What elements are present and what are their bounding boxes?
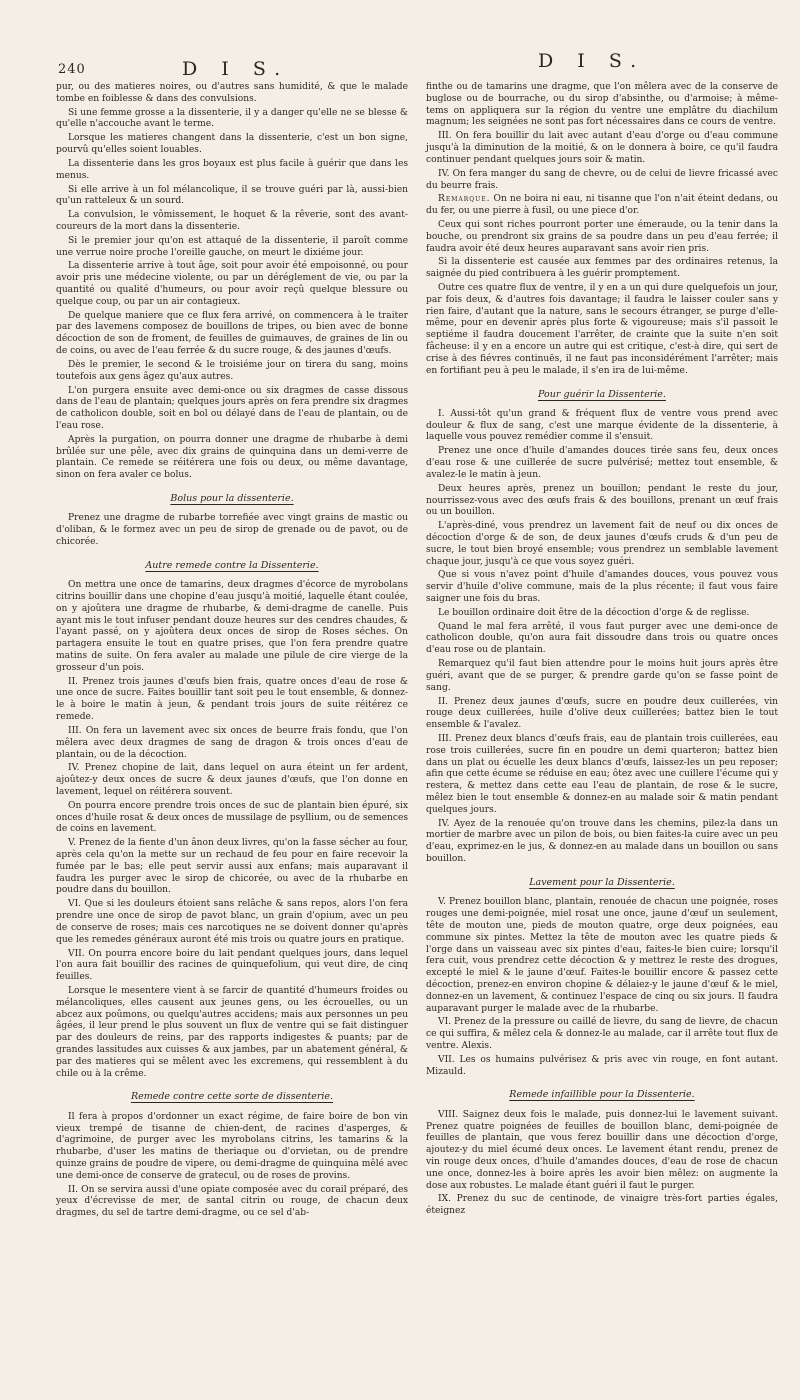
paragraph: V. Prenez bouillon blanc, plantain, renouée de chacun une poignée, roses rouges une demi-poignée, miel rosat une once, jaune d'œuf un seulement, tête de mouton une, pieds de mouton quatre, orge deux poignées, eau commune six pintes. Mettez la tête de mouton avec les quatre pieds & l'orge dans un vaisseau avec six pintes d'eau, faites-le bien cuire; lorsqu'il fera cuit, vous prendrez cette décoction & y mettrez le reste des drogues, excepté le miel & le jaune d'œuf. Faites-le bouillir encore & passez cette décoction, prenez-en environ chopine & délaiez-y le jaune d'œuf & le miel, donnez-en un lavement, & continuez l'espace de cinq ou six jours. Il faudra auparavant purger le malade avec de la rhubarbe. (426, 897, 778, 1014)
paragraph: L'après-diné, vous prendrez un lavement fait de neuf ou dix onces de décoction d'orge & de son, de deux jaunes d'œufs cruds & d'un peu de sucre, le tout bien broyé ensemble; vous prendrez un semblable lavement chaque jour, jusqu'à ce que vous soyez guéri. (426, 521, 778, 567)
paragraph: pur, ou des matieres noires, ou d'autres sans humidité, & que le malade tombe en foiblesse & dans des convulsions. (56, 82, 408, 104)
paragraph (426, 194, 778, 218)
paragraph: Si une femme grosse a la dissenterie, il y a danger qu'elle ne se blesse & qu'elle n'accouche avant le terme. (56, 107, 408, 130)
text-columns (56, 82, 778, 1222)
paragraph: On mettra une once de tamarins, deux dragmes d'écorce de myrobolans citrins bouillir dans une chopine d'eau jusqu'à moitié, laquelle étant coulée, on y ajoûtera une dragme de rhubarbe, & demi-dragme de canelle. Puis ayant mis le tout infuser pendant douze heures sur des cendres chaudes, & l'ayant passé, on y ajoûtera deux onces de sirop de Roses séches. On partagera ensuite le tout en quatre prises, que l'on fera prendre quatre matins de suite. On fera avaler au malade une pilule de cire vierge de la grosseur d'un pois. (56, 580, 408, 673)
paragraph: La dissenterie arrive à tout âge, soit pour avoir été empoisonné, ou pour avoir pris une médecine violente, ou par un déréglement de vie, ou par la quantité ou qualité d'humeurs, ou pour avoir reçû quelque blessure ou quelque coup, ou par un air contagieux. (56, 261, 408, 307)
paragraph: Remarquez qu'il faut bien attendre pour le moins huit jours après être guéri, avant que de se purger, & prendre garde qu'on se fasse point de sang. (426, 659, 778, 693)
paragraph: Après la purgation, on pourra donner une dragme de rhubarbe à demi brûlée sur une pêle, avec dix grains de quinquina dans un demi-verre de plantain. Ce remede se réitérera une fois ou deux, ou même davantage, sinon on fera avaler ce bolus. (56, 434, 408, 481)
paragraph: VII. On pourra encore boire du lait pendant quelques jours, dans lequel l'on aura fait bouillir des racines de quinquefolium, qui veut dire, de cinq feuilles. (56, 948, 408, 983)
paragraph: Outre ces quatre flux de ventre, il y en a un qui dure quelquefois un jour, par fois deux, & d'autres fois davantage; il faudra le laisser couler sans y rien faire, d'autant que la nature, sans le secours étranger, se purge d'elle-même, pour en devenir après plus forte & vigoureuse; mais s'il passoit le septiéme il faudra doucement l'arrêter, de crainte que la suite n'en soit fâcheuse: il y en a encore un autre qui est critique, c'est-à dire, qui sert de crise à des fiévres continuës, il ne faut pas inconsidérément l'arrêter; mais en fortifiant peu à peu le malade, il s'en ira de lui-même. (426, 283, 778, 376)
paragraph: IV. Ayez de la renouée qu'on trouve dans les chemins, pilez-la dans un mortier de marbre avec un pilon de bois, ou bien faites-la cuire avec un peu d'eau, exprimez-en le jus, & donnez-en au malade dans un bouillon ou sans bouillon. (426, 818, 778, 865)
paragraph: Ceux qui sont riches pourront porter une émeraude, ou la tenir dans la bouche, ou prendront six grains de sa poudre dans un peu d'eau ferrée; il faudra avoir été deux heures auparavant sans avoir rien pris. (426, 219, 778, 254)
paragraph: I. Aussi-tôt qu'un grand & fréquent flux de ventre vous prend avec douleur & flux de sang, c'est une marque évidente de la dissenterie, à laquelle vous pouvez remédier comme il s'ensuit. (426, 408, 778, 443)
section-heading: Remede infaillible pour la Dissenterie. (509, 1089, 695, 1101)
paragraph: Si le premier jour qu'on est attaqué de la dissenterie, il paroît comme une verrue noire proche l'oreille gauche, on meurt le dixiéme jour. (56, 235, 408, 258)
paragraph: De quelque maniere que ce flux fera arrivé, on commencera à le traiter par des lavemens composez de bouillons de tripes, ou bien avec de bonne décoction de son de froment, de feuilles de guimauves, de graines de lin ou de coins, ou avec de l'eau ferrée & du sucre rouge, & des jaunes d'œufs. (56, 310, 408, 357)
paragraph: Le bouillon ordinaire doit être de la décoction d'orge & de reglisse. (438, 607, 750, 618)
paragraph: On pourra encore prendre trois onces de suc de plantain bien épuré, six onces d'huile rosat & deux onces de mussilage de psyllium, ou de semences de coins en lavement. (56, 800, 408, 835)
paragraph: VI. Prenez de la pressure ou caillé de lievre, du sang de lievre, de chacun ce qui suffira, & mêlez cela & donnez-le au malade, car il arrête tout flux de ventre. Alexis. (426, 1017, 778, 1051)
paragraph: Dès le premier, le second & le troisiéme jour on tirera du sang, moins toutefois aux gens âgez qu'aux autres. (56, 359, 408, 382)
paragraph: III. On fera un lavement avec six onces de beurre frais fondu, que l'on mêlera avec deux dragmes de sang de dragon & trois onces d'eau de plantain, ou de la décoction. (56, 725, 408, 760)
section-heading: Autre remede contre la Dissenterie. (145, 559, 319, 571)
paragraph: III. Prenez deux blancs d'œufs frais, eau de plantain trois cuillerées, eau rose trois cuillerées, sucre fin en poudre un demi quarteron; battez bien dans un plat ou écuelle les deux blancs d'œufs, laissez-les un peu reposer; afin que cette écume se réduise en eau; ôtez avec une cuillere l'écume qui y restera, & mettez dans cette eau l'eau de plantain, de rose & le sucre, mêlez bien le tout ensemble & donnez-en au malade soir & matin pendant quelques jours. (426, 733, 778, 815)
paragraph: IX. Prenez du suc de centinode, de vinaigre très-fort parties égales, éteignez (426, 1194, 778, 1217)
paragraph: II. Prenez deux jaunes d'œufs, sucre en poudre deux cuillerées, vin rouge deux cuillerées, huile d'olive deux cuillerées; battez bien le tout ensemble & l'avalez. (426, 696, 778, 731)
paragraph: IV. Prenez chopine de lait, dans lequel on aura éteint un fer ardent, ajoûtez-y deux onces de sucre & deux jaunes d'œufs, que l'on donne en lavement, lequel on réitérera souvent. (56, 763, 408, 797)
remarque-lead: Remarque. (438, 194, 491, 205)
section-heading: Lavement pour la Dissenterie. (529, 876, 675, 888)
paragraph: Lorsque les matieres changent dans la dissenterie, c'est un bon signe, pourvû qu'elles soient louables. (56, 133, 408, 156)
running-title-right: D I S. (538, 50, 646, 72)
paragraph: II. On se servira aussi d'une opiate composée avec du corail préparé, des yeux d'écrevisse de mer, de santal citrin ou rouge, de chacun deux dragmes, du sel de tartre demi-dragme, ou ce sel d'ab- (56, 1184, 408, 1219)
paragraph: Si la dissenterie est causée aux femmes par des ordinaires retenus, la saignée du pied contribuera à les guérir promptement. (426, 257, 778, 280)
running-title-left: D I S. (182, 58, 290, 80)
paragraph: Prenez une once d'huile d'amandes douces tirée sans feu, deux onces d'eau rose & une cuillerée de sucre pulvérisé; mettez tout ensemble, & avalez-le le matin à jeun. (426, 446, 778, 480)
paragraph: Il fera à propos d'ordonner un exact régime, de faire boire de bon vin vieux trempé de tisanne de chien-dent, de racines d'asperges, & d'agrimoine, de purger avec les myrobolans citrins, les tamarins & la rhubarbe, d'user les matins de theriaque ou d'orvietan, ou de prendre quinze grains de poudre de vipere, ou demi-dragme de quinquina mêlé avec une demi-once de conserve de gratecul, ou de roses de provins. (56, 1111, 408, 1181)
paragraph: II. Prenez trois jaunes d'œufs bien frais, quatre onces d'eau de rose & une once de sucre. Faites bouillir tant soit peu le tout ensemble, & donnez-le à boire le matin à jeun, & pendant trois jours de suite réitérez ce remede. (56, 676, 408, 723)
paragraph: VII. Les os humains pulvérisez & pris avec vin rouge, en font autant. Mizauld. (426, 1054, 778, 1077)
paragraph: La convulsion, le vômissement, le hoquet & la rêverie, sont des avant-coureurs de la mort dans la dissenterie. (56, 210, 408, 232)
paragraph: VIII. Saignez deux fois le malade, puis donnez-lui le lavement suivant. Prenez quatre poignées de feuilles de bouillon blanc, demi-poignée de feuilles de plantain, que vous ferez bouillir dans une décoction d'orge, ajoutez-y du miel écumé deux onces. Le lavement étant rendu, prenez de vin rouge deux onces, d'huile d'amandes douces, d'eau de rose de chacun une once, donnez-les à boire après les avoir bien mêlez: on augmente la dose aux robustes. Le malade étant guéri il faut le purger. (426, 1109, 778, 1191)
right-column (426, 82, 778, 1222)
page-number: 240 (58, 62, 86, 77)
section-heading: Bolus pour la dissenterie. (170, 493, 294, 504)
section-heading: Pour guérir la Dissenterie. (538, 388, 666, 400)
paragraph: Quand le mal fera arrêté, il vous faut purger avec une demi-once de catholicon double, qu'on aura fait dissoudre dans trois ou quatre onces d'eau rose ou de plantain. (426, 621, 778, 656)
paragraph: L'on purgera ensuite avec demi-once ou six dragmes de casse dissous dans de l'eau de plantain; quelques jours après on fera prendre six dragmes de catholicon double, soit en bol ou délayé dans de l'eau de plantain, ou de l'eau rose. (56, 385, 408, 431)
left-column (56, 82, 408, 1222)
paragraph: La dissenterie dans les gros boyaux est plus facile à guérir que dans les menus. (56, 158, 408, 181)
paragraph: VI. Que si les douleurs étoient sans relâche & sans repos, alors l'on fera prendre une once de sirop de pavot blanc, un grain d'opium, avec un peu de conserve de roses; mais ces narcotiques ne se doivent donner qu'après que les remedes généraux auront été mis trois ou quatre jours en pratique. (56, 899, 408, 945)
paragraph: Si elle arrive à un fol mélancolique, il se trouve guéri par là, aussi-bien qu'un ratteleux & un sourd. (56, 184, 408, 207)
paragraph: V. Prenez de la fiente d'un ânon deux livres, qu'on la fasse sécher au four, après cela qu'on la mette sur un rechaud de feu pour en faire recevoir la fumée par le bas; elle peut servir aussi aux enfans; mais auparavant il faudra les purger avec le sirop de chicorée, ou avec de la rhubarbe en poudre dans du bouillon. (56, 838, 408, 896)
paragraph: Lorsque le mesentere vient à se farcir de quantité d'humeurs froides ou mélancoliques, elles causent aux jeunes gens, ou les écrouelles, ou un abcez aux poûmons, ou quelqu'autres accidens; mais aux personnes un peu âgées, il leur prend le plus souvent un flux de ventre qui se fait distinguer par des douleurs de reins, par des rapports indigestes & puants; par de grandes lassitudes aux cuisses & aux jambes, par un abatement général, & par des matieres qui se mêlent avec les excremens, qui ressemblent à du chile ou à la crême. (56, 985, 408, 1079)
paragraph: Que si vous n'avez point d'huile d'amandes douces, vous pouvez vous servir d'huile d'olive commune, mais de la plus récente; il faut vous faire saigner une fois du bras. (426, 570, 778, 605)
paragraph: finthe ou de tamarins une dragme, que l'on mêlera avec de la conserve de buglose ou de bourrache, ou du sirop d'absinthe, ou d'armoise; à même-tems on appliquera sur la région du ventre une emplâtre du diachilum magnum; les seignées ne sont pas fort nécessaires dans ce cours de ventre. (426, 82, 778, 128)
section-heading: Remede contre cette sorte de dissenterie. (130, 1091, 334, 1103)
paragraph: Deux heures après, prenez un bouillon; pendant le reste du jour, nourrissez-vous avec des œufs frais & des bouillons, prenant un œuf frais ou un bouillon. (426, 483, 778, 518)
paragraph: Prenez une dragme de rubarbe torrefiée avec vingt grains de mastic ou d'oliban, & le formez avec un peu de sirop de grenade ou de pavot, ou de chicorée. (56, 513, 408, 547)
paragraph: IV. On fera manger du sang de chevre, ou de celui de lievre fricassé avec du beurre frais. (426, 168, 778, 191)
paragraph-text: On ne boira ni eau, ni tisanne que l'on n'ait éteint dedans, ou du fer, ou une pierre à fusil, ou une piece d'or. (426, 194, 778, 217)
paragraph: III. On fera bouillir du lait avec autant d'eau d'orge ou d'eau commune jusqu'à la diminution de la moitié, & on le donnera à boire, ce qu'il faudra continuer pendant quelques jours soir & matin. (426, 131, 778, 165)
